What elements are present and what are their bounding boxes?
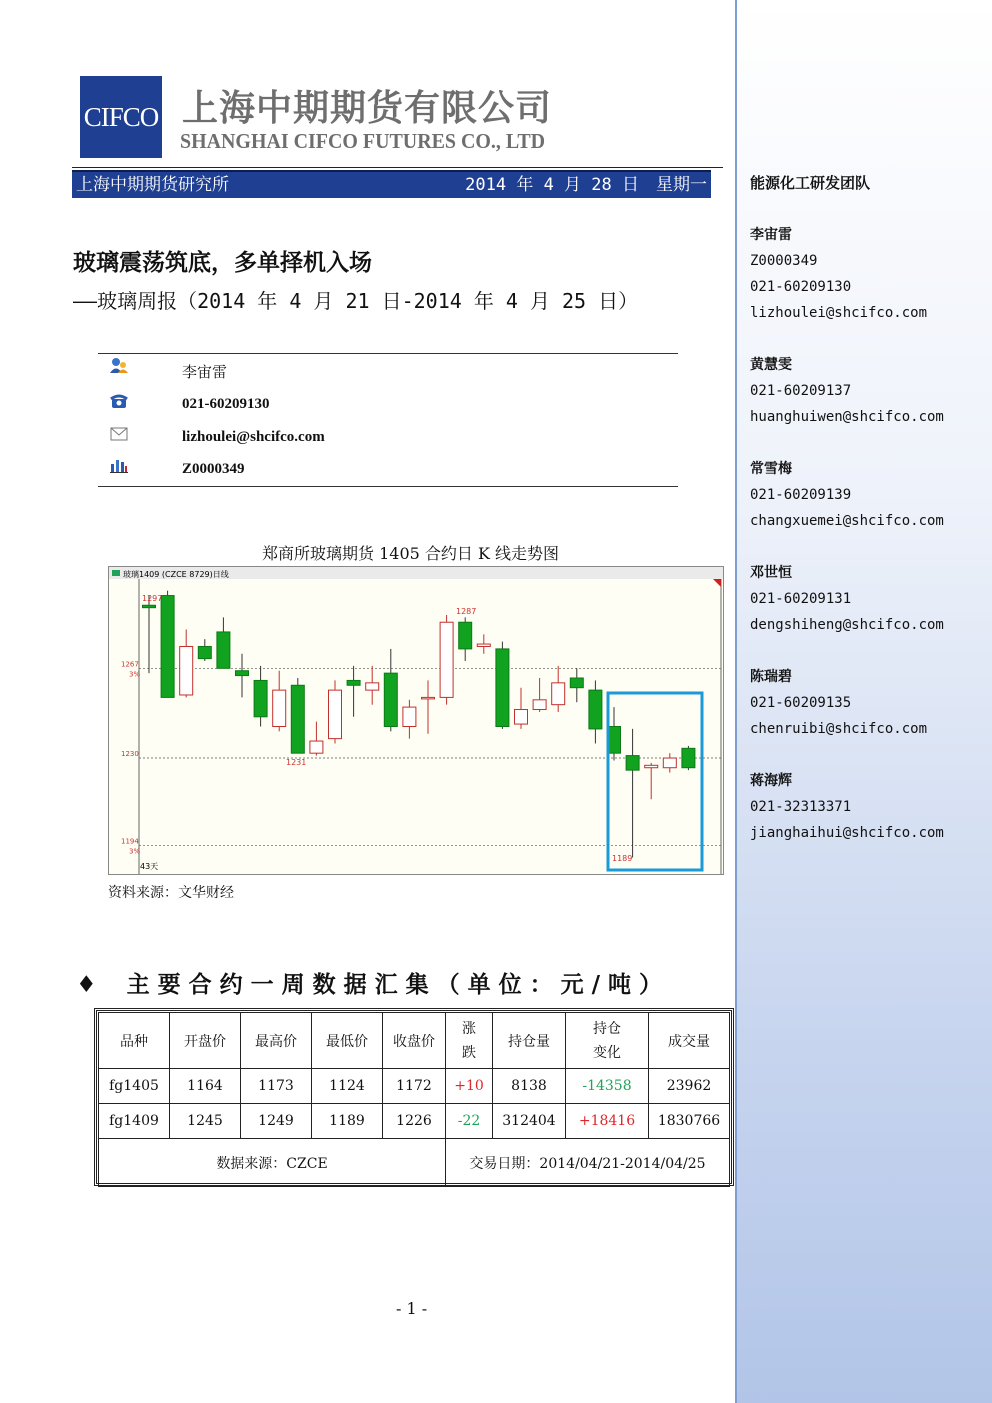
- candle-body: [515, 710, 528, 725]
- candle-body: [663, 758, 676, 768]
- y-tick-label: 1267: [121, 660, 139, 669]
- summary-table: [94, 1008, 734, 1186]
- header-cell: 成交量: [649, 1013, 730, 1069]
- member-name: 邓世恒: [750, 565, 792, 581]
- header-cell: [446, 1013, 493, 1069]
- high-price-label: 1297: [142, 594, 163, 603]
- author-top-rule: [98, 353, 678, 354]
- table-cell: 1164: [170, 1069, 241, 1104]
- table-cell: 1830766: [649, 1104, 730, 1139]
- person-icon: [110, 357, 128, 373]
- table-cell: 1172: [383, 1069, 446, 1104]
- member-phone: 021-60209137: [750, 383, 852, 399]
- table-cell: -14358: [566, 1069, 649, 1104]
- team-member: [750, 352, 944, 430]
- y-tick-pct: 3%: [129, 847, 141, 856]
- chart-source: 资料来源：文华财经: [108, 885, 234, 901]
- table-cell: 1226: [383, 1104, 446, 1139]
- candle-body: [236, 671, 249, 676]
- candle-body: [329, 690, 342, 739]
- header-cell: 最低价: [312, 1013, 383, 1069]
- legend-swatch: [112, 570, 120, 576]
- candle-body: [291, 685, 304, 753]
- candle-body: [217, 632, 230, 668]
- member-phone: 021-32313371: [750, 799, 852, 815]
- report-subtitle: ——玻璃周报（2014 年 4 月 21 日-2014 年 4 月 25 日）: [73, 289, 639, 313]
- candle-body: [682, 748, 695, 767]
- member-name: 李宙雷: [750, 227, 792, 243]
- member-license: Z0000349: [750, 253, 818, 269]
- data-table: [98, 1012, 730, 1187]
- kline-chart: [108, 566, 724, 875]
- chart-legend: 玻璃1409 (CZCE 8729)日线: [123, 570, 229, 579]
- author-phone: 021-60209130: [182, 396, 270, 412]
- table-row: [99, 1104, 730, 1139]
- author-name: 李宙雷: [182, 365, 228, 381]
- member-phone: 021-60209139: [750, 487, 852, 503]
- table-cell: 1124: [312, 1069, 383, 1104]
- bullet-icon: ♦: [76, 971, 105, 998]
- candle-body: [422, 697, 435, 699]
- candle-body: [161, 596, 174, 698]
- author-bottom-rule: [98, 486, 678, 487]
- header-cell: [566, 1013, 649, 1069]
- table-header-row: [99, 1013, 730, 1069]
- company-logo: CIFCO: [80, 76, 162, 158]
- candle-body: [384, 673, 397, 726]
- corner-marker: [713, 579, 721, 587]
- table-trade-date: 交易日期：2014/04/21-2014/04/25: [446, 1139, 730, 1187]
- table-cell: 23962: [649, 1069, 730, 1104]
- team-member: [750, 768, 944, 846]
- kline-chart-svg: [109, 567, 723, 874]
- candle-body: [198, 646, 211, 658]
- table-cell: 1245: [170, 1104, 241, 1139]
- table-cell: 1189: [312, 1104, 383, 1139]
- institute-name: 上海中期期货研究所: [76, 175, 229, 195]
- chart-title: 郑商所玻璃期货 1405 合约日 K 线走势图: [262, 544, 560, 563]
- table-footer-row: [99, 1139, 730, 1187]
- license-chart-icon: [110, 457, 128, 473]
- table-cell: fg1405: [99, 1069, 170, 1104]
- section-heading: [76, 966, 670, 999]
- peak-price-label: 1287: [456, 607, 477, 616]
- member-name: 黄慧雯: [750, 357, 792, 373]
- page-number: - 1 -: [396, 1299, 428, 1318]
- member-email[interactable]: dengshiheng@shcifco.com: [750, 617, 944, 633]
- author-license: Z0000349: [182, 461, 245, 477]
- table-cell: +18416: [566, 1104, 649, 1139]
- y-tick-label: 1194: [121, 837, 139, 846]
- company-name-en: SHANGHAI CIFCO FUTURES CO., LTD: [180, 129, 546, 153]
- candle-body: [552, 683, 565, 705]
- candle-body: [180, 646, 193, 695]
- team-member: [750, 222, 927, 326]
- contact-sidebar: [735, 0, 992, 1403]
- candle-body: [366, 683, 379, 690]
- candle-body: [589, 690, 602, 729]
- table-cell: fg1409: [99, 1104, 170, 1139]
- highlight-box: [608, 693, 702, 870]
- header-cell-line: 涨: [462, 1020, 476, 1037]
- team-member: [750, 664, 927, 742]
- member-phone: 021-60209131: [750, 591, 852, 607]
- member-email[interactable]: huanghuiwen@shcifco.com: [750, 409, 944, 425]
- candle-body: [477, 644, 490, 646]
- member-email[interactable]: lizhoulei@shcifco.com: [750, 305, 928, 321]
- section-title: 主要合约一周数据汇集（单位：元/吨）: [126, 971, 671, 998]
- candle-body: [626, 756, 639, 771]
- author-email[interactable]: lizhoulei@shcifco.com: [182, 429, 325, 445]
- member-email[interactable]: jianghaihui@shcifco.com: [750, 825, 944, 841]
- table-cell: 1249: [241, 1104, 312, 1139]
- table-cell: 1173: [241, 1069, 312, 1104]
- member-name: 常雪梅: [750, 461, 792, 477]
- company-name-cn: 上海中期期货有限公司: [182, 88, 553, 129]
- candle-body: [570, 678, 583, 688]
- min-price-label: 1189: [612, 854, 633, 863]
- table-cell: +10: [446, 1069, 493, 1104]
- report-title: 玻璃震荡筑底，多单择机入场: [73, 249, 372, 276]
- header-cell: 收盘价: [383, 1013, 446, 1069]
- candle-body: [645, 765, 658, 767]
- candle-body: [273, 690, 286, 726]
- team-title: 能源化工研发团队: [750, 174, 871, 192]
- header-cell: 开盘价: [170, 1013, 241, 1069]
- header-cell: 品种: [99, 1013, 170, 1069]
- team-member: [750, 456, 944, 534]
- table-row: [99, 1069, 730, 1104]
- header-cell-line: 持仓: [593, 1020, 621, 1037]
- member-phone: 021-60209135: [750, 695, 852, 711]
- member-phone: 021-60209130: [750, 279, 852, 295]
- member-name: 陈瑞碧: [750, 669, 792, 685]
- table-cell: -22: [446, 1104, 493, 1139]
- phone-icon: [110, 393, 128, 409]
- candle-body: [254, 680, 267, 716]
- header-cell: 持仓量: [493, 1013, 566, 1069]
- table-source: 数据来源：CZCE: [99, 1139, 446, 1187]
- candle-body: [403, 707, 416, 726]
- candle-body: [440, 622, 453, 697]
- header-banner: [72, 170, 711, 198]
- member-email[interactable]: chenruibi@shcifco.com: [750, 721, 928, 737]
- header-cell: 最高价: [241, 1013, 312, 1069]
- candle-body: [347, 680, 360, 685]
- mail-icon: [110, 426, 128, 442]
- team-member: [750, 560, 944, 638]
- low-price-label: 1231: [286, 758, 307, 767]
- member-name: 蒋海辉: [750, 773, 792, 789]
- candle-body: [533, 700, 546, 710]
- candle-body: [459, 622, 472, 649]
- day-count-label: 43天: [140, 862, 159, 871]
- header-cell-line: 跌: [462, 1044, 476, 1061]
- header-divider: [72, 167, 723, 168]
- header-cell-line: 变化: [593, 1044, 621, 1061]
- candle-body: [143, 605, 156, 607]
- candle-body: [310, 741, 323, 753]
- y-tick-label: 1230: [121, 750, 139, 759]
- candle-body: [496, 649, 509, 727]
- report-date: 2014 年 4 月 28 日 星期一: [465, 175, 707, 195]
- y-tick-pct: 3%: [129, 670, 141, 679]
- member-email[interactable]: changxuemei@shcifco.com: [750, 513, 944, 529]
- table-cell: 312404: [493, 1104, 566, 1139]
- table-cell: 8138: [493, 1069, 566, 1104]
